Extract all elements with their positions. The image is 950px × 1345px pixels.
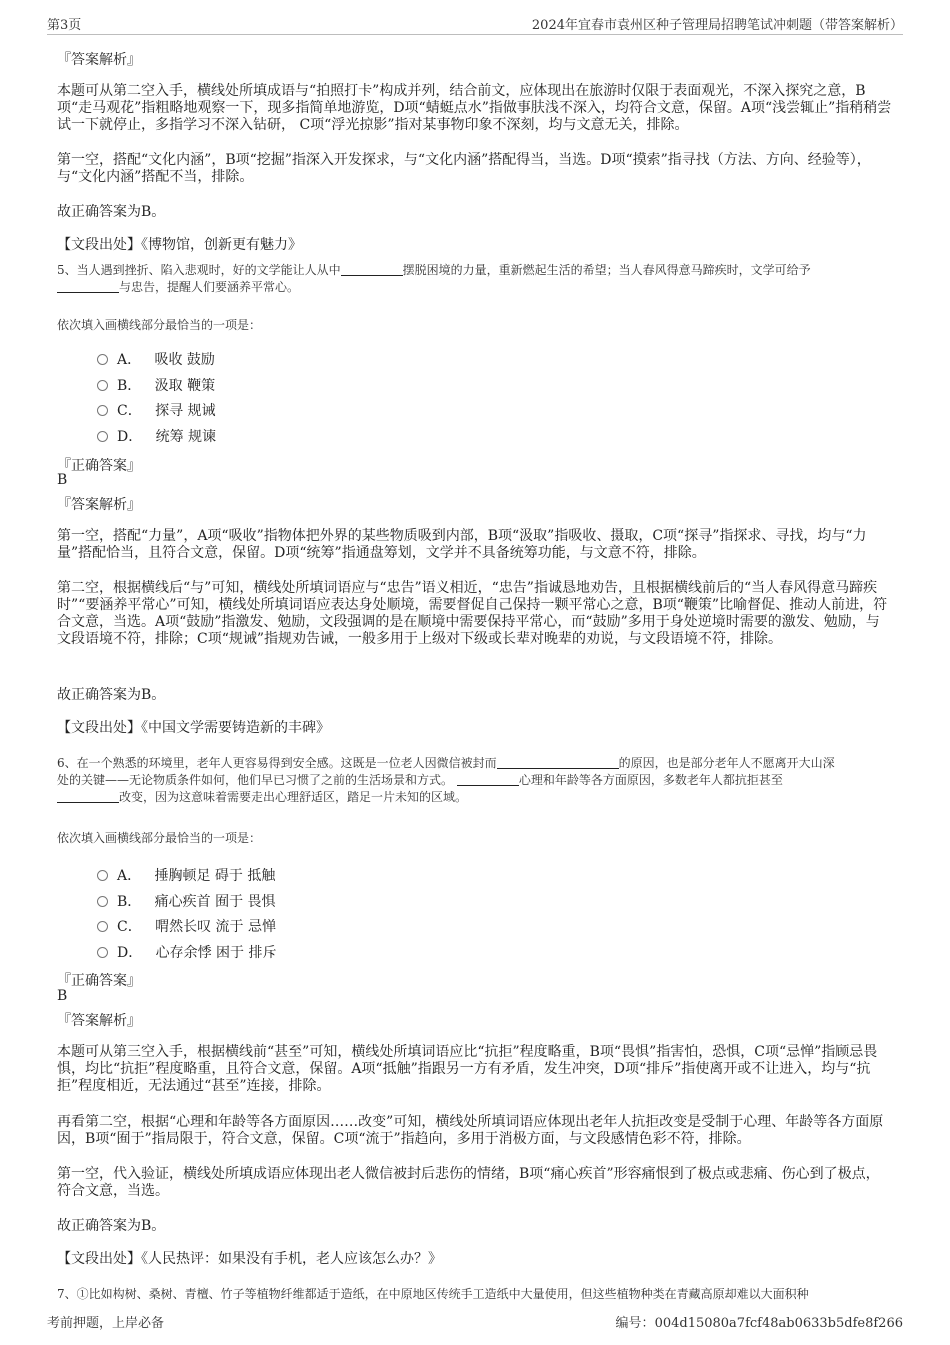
q5-option-a-letter: A． xyxy=(117,352,142,368)
radio-icon[interactable] xyxy=(97,431,108,442)
q5-option-b[interactable] xyxy=(97,375,215,395)
q5-option-c-letter: C． xyxy=(117,403,142,419)
q6-source: 【文段出处】《人民热评：如果没有手机，老人应该怎么办？》 xyxy=(57,1251,442,1267)
q6-instruction: 依次填入画横线部分最恰当的一项是： xyxy=(57,831,262,845)
q6-stem-part-b: 的原因，也是部分老年人不愿离开大山深 xyxy=(618,756,835,770)
q6-analysis-p2: 再看第二空，根据“心理和年龄等各方面原因……改变”可知，横线处所填词语应体现出老年人抗拒改变是受制于心理、年龄等各方面原因，B项“囿于”指局限于，符合文意，保留。C项“流于”指趋向，多用于消极方面，与文段感情色彩不符，排除。 xyxy=(57,1114,884,1147)
q6-option-d-letter: D． xyxy=(117,945,143,961)
radio-icon[interactable] xyxy=(97,354,108,365)
q5-option-b-text: 汲取 鞭策 xyxy=(154,378,216,394)
q6-option-c-letter: C． xyxy=(117,919,142,935)
q6-option-a-text: 捶胸顿足 碍于 抵触 xyxy=(154,868,276,884)
q5-option-d[interactable] xyxy=(97,426,216,446)
q6-analysis-label: 『答案解析』 xyxy=(57,1013,141,1029)
q5-correct-label: 『正确答案』 xyxy=(57,458,141,474)
q7-stem: 7、①比如构树、桑树、青檀、竹子等植物纤维都适于造纸，在中原地区传统手工造纸中大量使用，但这些植物种类在青藏高原却难以大面积种 xyxy=(57,1287,809,1301)
radio-icon[interactable] xyxy=(97,405,108,416)
footer-slogan: 考前押题，上岸必备 xyxy=(47,1316,165,1331)
q6-stem xyxy=(57,755,897,806)
q5-analysis-p1: 第一空，搭配“力量”，A项“吸收”指物体把外界的某些物质吸到内部，B项“汲取”指吸收、摄取，C项“探寻”指探求、寻找，均与“力量”搭配恰当，且符合文意，保留。D项“统筹”指通盘筹划，文学并不具备统筹功能，与文意不符，排除。 xyxy=(57,528,867,561)
document-title: 2024年宜春市袁州区种子管理局招聘笔试冲刺题（带答案解析） xyxy=(531,18,903,33)
q6-option-a[interactable] xyxy=(97,865,275,885)
page-footer xyxy=(47,1312,903,1331)
q5-option-d-letter: D． xyxy=(117,429,143,445)
footer-serial xyxy=(616,1312,903,1331)
q5-option-c[interactable] xyxy=(97,400,216,420)
q4-conclusion: 故正确答案为B。 xyxy=(57,204,166,220)
q5-instruction: 依次填入画横线部分最恰当的一项是： xyxy=(57,318,262,332)
q6-correct-label: 『正确答案』 xyxy=(57,973,141,989)
q4-analysis-p2: 第一空，搭配“文化内涵”，B项“挖掘”指深入开发探求，与“文化内涵”搭配得当，当选。D项“摸索”指寻找（方法、方向、经验等），与“文化内涵”搭配不当，排除。 xyxy=(57,152,871,185)
q5-option-b-letter: B． xyxy=(117,378,142,394)
q6-blank-2 xyxy=(457,773,519,786)
q5-blank-1 xyxy=(341,263,403,276)
q4-analysis-p1: 本题可从第二空入手，横线处所填成语与“拍照打卡”构成并列，结合前文，应体现出在旅游时仅限于表面观光，不深入探究之意，B项“走马观花”指粗略地观察一下，现多指简单地游览，D项“蜻蜓点水”指做事肤浅不深入，均符合文意，保留。A项“浅尝辄止”指稍稍尝试一下就停止，多指学习不深入钻研， C项“浮光掠影”指对某事物印象不深刻，均与文意无关，排除。 xyxy=(57,83,892,133)
q6-option-c[interactable] xyxy=(97,916,276,936)
q5-conclusion: 故正确答案为B。 xyxy=(57,687,166,703)
q4-analysis-label: 『答案解析』 xyxy=(57,52,141,68)
q4-source: 【文段出处】《博物馆，创新更有魅力》 xyxy=(57,237,302,253)
q6-blank-3 xyxy=(57,790,119,803)
q6-blank-1 xyxy=(497,756,619,769)
q5-option-a-text: 吸收 鼓励 xyxy=(154,352,215,368)
q5-analysis-p2: 第二空，根据横线后“与”可知，横线处所填词语应与“忠告”语义相近，“忠告”指诚恳地劝告，且根据横线前后的“当人春风得意马蹄疾时”“要涵养平常心”可知，横线处所填词语应表达身处顺境，需要督促自己保持一颗平常心之意，B项“鞭策”比喻督促、推动人前进，符合文意，当选。A项“鼓励”指激发、勉励，文段强调的是在顺境中需要保持平常心，而“鼓励”多用于身处逆境时需要的激发、勉励，与文段语境不符，排除；C项“规诫”指规劝告诫，一般多用于上级对下级或长辈对晚辈的劝说，与文段语境不符，排除。 xyxy=(57,580,888,647)
q5-option-a[interactable] xyxy=(97,349,215,369)
q6-analysis-p1: 本题可从第三空入手，根据横线前“甚至”可知，横线处所填词语应比“抗拒”程度略重，B项“畏惧”指害怕，恐惧，C项“忌惮”指顾忌畏惧，均比“抗拒”程度略重，且符合文意，保留。A项“抵触”指跟另一方有矛盾，发生冲突，D项“排斥”指使离开或不让进入，均与“抗拒”程度相近，无法通过“甚至”连接，排除。 xyxy=(57,1044,878,1094)
q5-stem-part-b: 摆脱困境的力量，重新燃起生活的希望；当人春风得意马蹄疾时，文学可给予 xyxy=(402,263,811,277)
q5-analysis-label: 『答案解析』 xyxy=(57,497,141,513)
q5-source: 【文段出处】《中国文学需要铸造新的丰碑》 xyxy=(57,720,330,736)
q6-option-c-text: 喟然长叹 流于 忌惮 xyxy=(155,919,276,935)
footer-serial-value: 004d15080a7fcf48ab0633b5dfe8f266 xyxy=(654,1316,903,1331)
q5-stem-part-a: 5、当人遇到挫折、陷入悲观时，好的文学能让人从中 xyxy=(57,263,341,277)
q6-stem-part-c: 处的关键——无论物质条件如何，他们早已习惯了之前的生活场景和方式。 xyxy=(57,773,454,787)
q6-option-b[interactable] xyxy=(97,891,276,911)
q6-correct-answer: B xyxy=(57,988,68,1004)
q6-option-d-text: 心存余悸 困于 排斥 xyxy=(155,945,277,961)
q6-stem-part-e: 改变，因为这意味着需要走出心理舒适区，踏足一片未知的区域。 xyxy=(119,790,468,804)
q6-option-a-letter: A． xyxy=(117,868,142,884)
radio-icon[interactable] xyxy=(97,380,108,391)
page-number: 第3页 xyxy=(47,18,82,33)
q6-option-b-letter: B． xyxy=(117,894,142,910)
q6-stem-part-d: 心理和年龄等各方面原因，多数老年人都抗拒甚至 xyxy=(518,773,783,787)
q5-option-d-text: 统筹 规谏 xyxy=(155,429,217,445)
q5-stem xyxy=(57,262,897,296)
footer-serial-label: 编号： xyxy=(615,1316,655,1331)
radio-icon[interactable] xyxy=(97,896,108,907)
q6-option-b-text: 痛心疾首 囿于 畏惧 xyxy=(154,894,276,910)
radio-icon[interactable] xyxy=(97,947,108,958)
q5-correct-answer: B xyxy=(57,472,68,488)
q5-option-c-text: 探寻 规诫 xyxy=(155,403,216,419)
q6-conclusion: 故正确答案为B。 xyxy=(57,1218,166,1234)
q5-stem-part-c: 与忠告，提醒人们要涵养平常心。 xyxy=(119,280,300,294)
q6-option-d[interactable] xyxy=(97,942,277,962)
q6-stem-part-a: 6、在一个熟悉的环境里，老年人更容易得到安全感。这既是一位老人因微信被封而 xyxy=(57,756,497,770)
radio-icon[interactable] xyxy=(97,921,108,932)
page-header xyxy=(47,12,903,35)
radio-icon[interactable] xyxy=(97,870,108,881)
q6-analysis-p3: 第一空，代入验证，横线处所填成语应体现出老人微信被封后悲伤的情绪，B项“痛心疾首”形容痛恨到了极点或悲痛、伤心到了极点，符合文意，当选。 xyxy=(57,1166,880,1199)
q5-blank-2 xyxy=(57,280,119,293)
